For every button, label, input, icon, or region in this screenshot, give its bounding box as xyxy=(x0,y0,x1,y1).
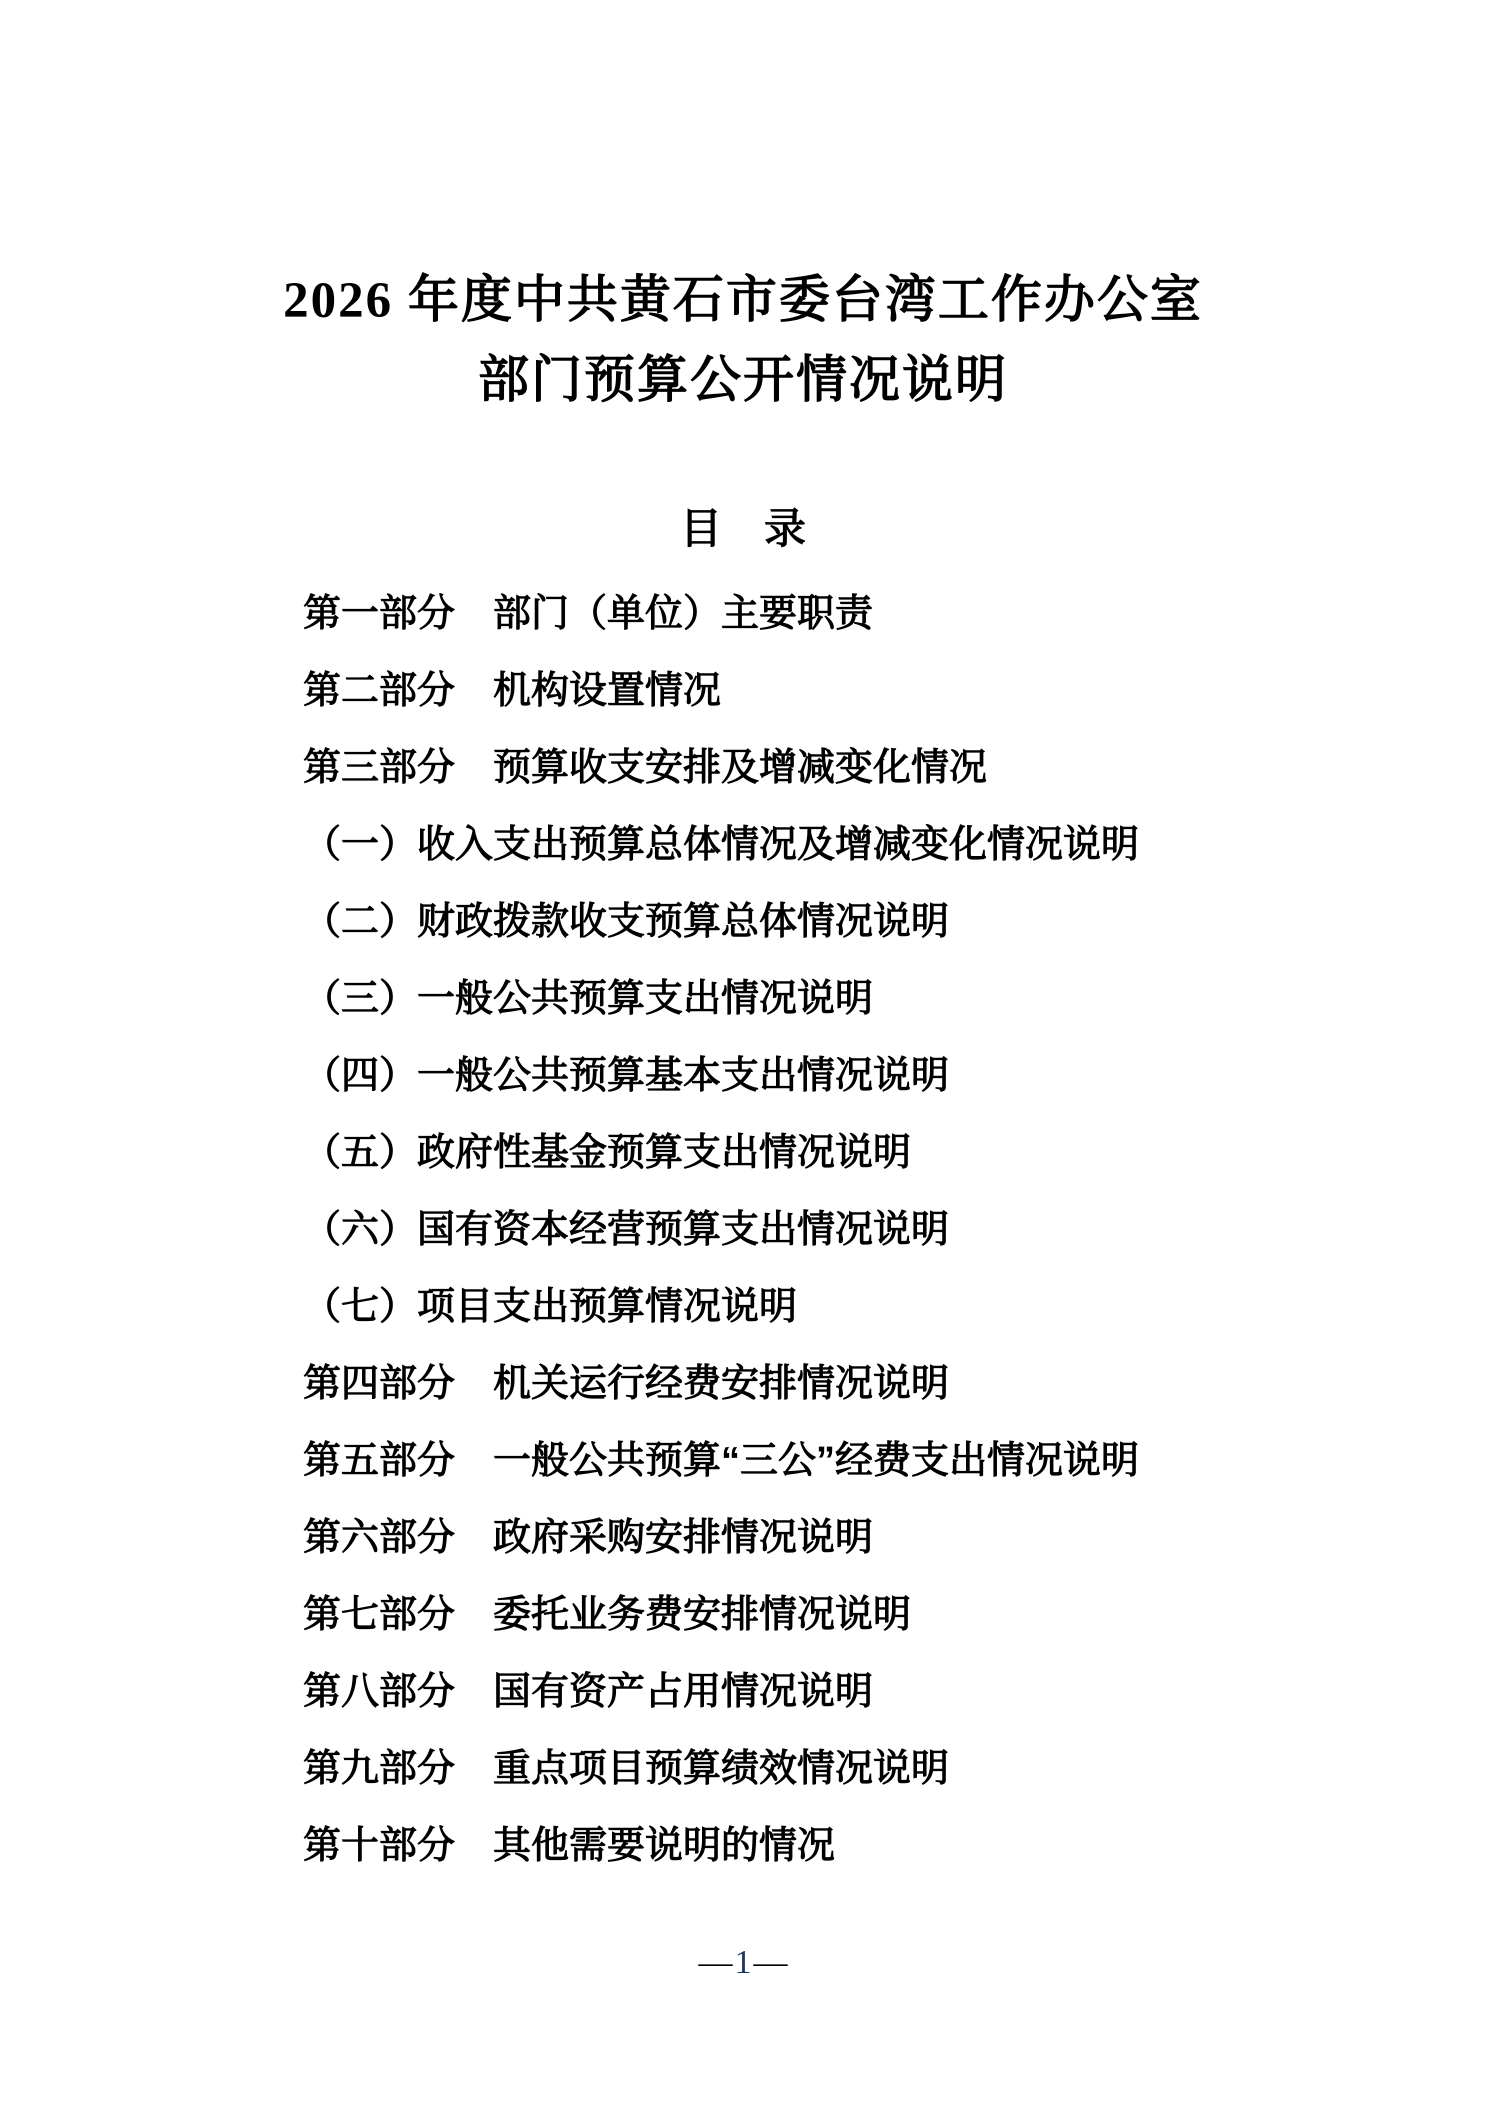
toc-item: （六）国有资本经营预算支出情况说明 xyxy=(303,1209,950,1251)
toc-item: （二）财政拨款收支预算总体情况说明 xyxy=(303,901,950,943)
toc-item: 第二部分 机构设置情况 xyxy=(303,670,722,712)
toc-heading: 目 录 xyxy=(679,505,806,552)
toc-item: 第十部分 其他需要说明的情况 xyxy=(303,1825,836,1867)
toc-item: （四）一般公共预算基本支出情况说明 xyxy=(303,1055,950,1097)
toc-item: （七）项目支出预算情况说明 xyxy=(303,1286,798,1328)
toc-list xyxy=(0,576,1486,1885)
page-footer xyxy=(0,1943,1486,1983)
toc-item: （三）一般公共预算支出情况说明 xyxy=(303,978,874,1020)
toc-item: 第一部分 部门（单位）主要职责 xyxy=(303,593,874,635)
footer-dash-left: — xyxy=(698,1944,733,1981)
document-title-line1: 2026 年度中共黄石市委台湾工作办公室 xyxy=(283,273,1203,329)
toc-item: 第八部分 国有资产占用情况说明 xyxy=(303,1671,874,1713)
toc-item: 第七部分 委托业务费安排情况说明 xyxy=(303,1594,912,1636)
document-title-line2: 部门预算公开情况说明 xyxy=(477,353,1008,409)
footer-dash-right: — xyxy=(753,1944,788,1981)
toc-item: 第三部分 预算收支安排及增减变化情况 xyxy=(303,747,988,789)
toc-item: 第四部分 机关运行经费安排情况说明 xyxy=(303,1363,950,1405)
toc-item: （五）政府性基金预算支出情况说明 xyxy=(303,1132,912,1174)
document-title xyxy=(0,261,1486,421)
toc-item: 第五部分 一般公共预算“三公”经费支出情况说明 xyxy=(303,1440,1140,1482)
toc-item: 第九部分 重点项目预算绩效情况说明 xyxy=(303,1748,950,1790)
page-number: 1 xyxy=(734,1944,752,1981)
toc-item: 第六部分 政府采购安排情况说明 xyxy=(303,1517,874,1559)
toc-item: （一）收入支出预算总体情况及增减变化情况说明 xyxy=(303,824,1140,866)
